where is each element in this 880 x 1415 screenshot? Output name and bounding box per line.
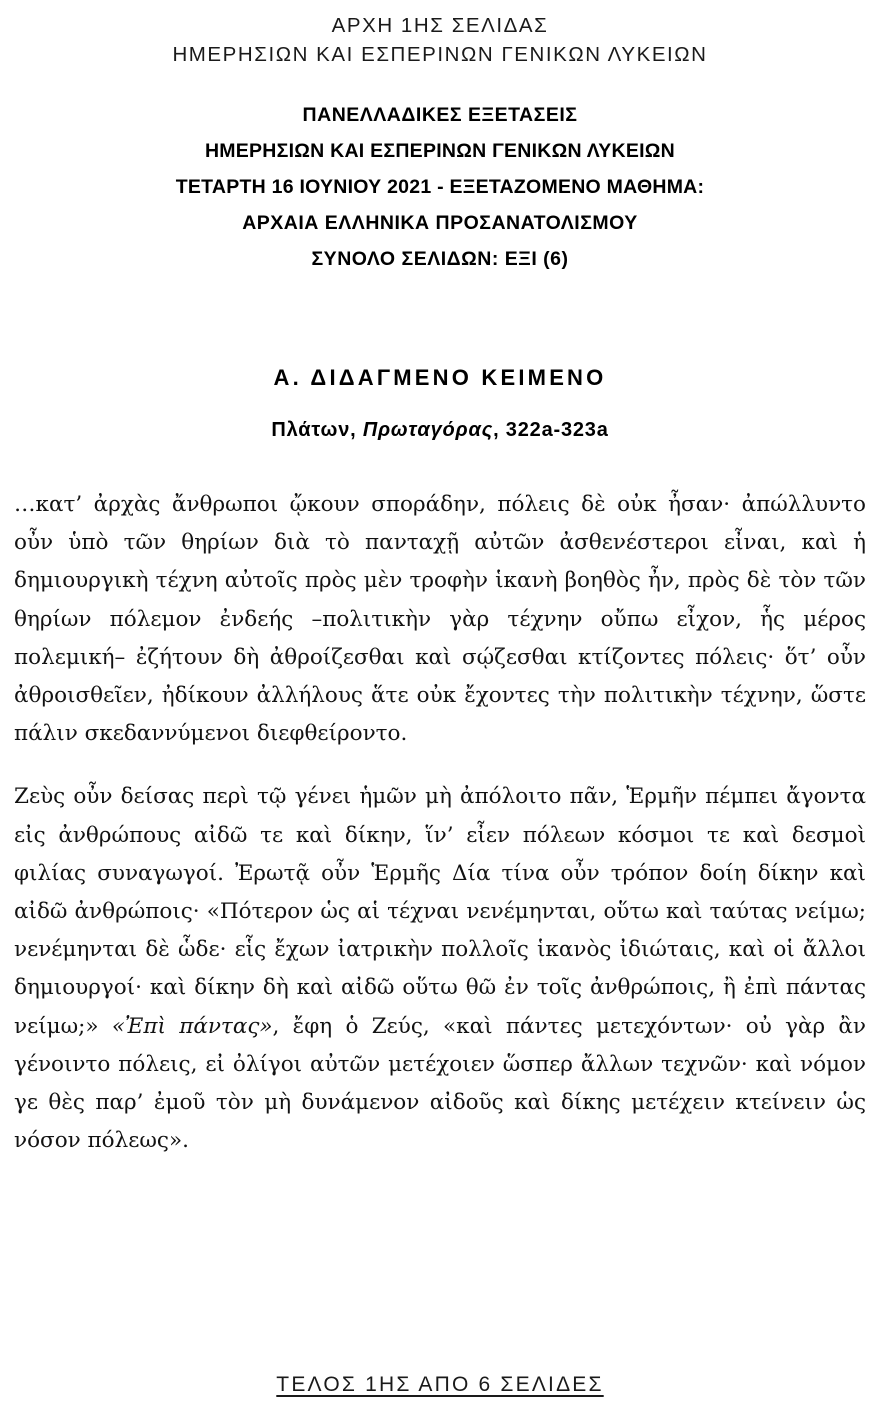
source-author: Πλάτων, (271, 419, 363, 441)
passage-paragraph-1: …κατ’ ἀρχὰς ἄνθρωποι ᾤκουν σποράδην, πόλεις δὲ οὐκ ἦσαν· ἀπώλλυντο οὖν ὑπὸ τῶν θηρίων διὰ τὸ πανταχῇ αὐτῶν ἀσθενέστεροι εἶναι, καὶ ἡ δημιουργικὴ τέχνη αὐτοῖς πρὸς μὲν τροφὴν ἱκανὴ βοηθὸς ἦν, πρὸς δὲ τὸν τῶν θηρίων πόλεμον ἐνδεής –πολιτικὴν γὰρ τέχνην οὔπω εἶχον, ἧς μέρος πολεμική– ἐζήτουν δὴ ἀθροίζεσθαι καὶ σῴζεσθαι κτίζοντες πόλεις· ὅτ’ οὖν ἀθροισθεῖεν, ἠδίκουν ἀλλήλους ἅτε οὐκ ἔχοντες τὴν πολιτικὴν τέχνην, ὥστε πάλιν σκεδαννύμενοι διεφθείροντο. (14, 492, 866, 747)
source-reference: , 322a-323a (493, 419, 609, 441)
exam-title-line-4: ΑΡΧΑΙΑ ΕΛΛΗΝΙΚΑ ΠΡΟΣΑΝΑΤΟΛΙΣΜΟΥ (242, 212, 638, 234)
passage-quote-epi-pantas: «Ἐπὶ πάντας» (111, 1013, 273, 1039)
exam-title-block (0, 97, 880, 277)
running-head (0, 11, 880, 69)
passage-paragraph-2-part-2: , ἔφη ὁ Ζεύς, «καὶ πάντες μετεχόντων· οὐ γὰρ ἂν γένοιντο πόλεις, εἰ ὀλίγοι αὐτῶν μετέχοιεν ὥσπερ ἄλλων τεχνῶν· καὶ νόμον γε θὲς παρ’ ἐμοῦ τὸν μὴ δυνάμενον αἰδοῦς καὶ δίκης μετέχειν κτείνειν ὡς νόσον πόλεως». (14, 1013, 866, 1154)
page-footer (0, 1373, 880, 1397)
running-head-line-2: ΗΜΕΡΗΣΙΩΝ ΚΑΙ ΕΣΠΕΡΙΝΩΝ ΓΕΝΙΚΩΝ ΛΥΚΕΙΩΝ (172, 43, 708, 66)
passage-paragraph-2-part-1: Ζεὺς οὖν δείσας περὶ τῷ γένει ἡμῶν μὴ ἀπόλοιτο πᾶν, Ἑρμῆν πέμπει ἄγοντα εἰς ἀνθρώπους αἰδῶ τε καὶ δίκην, ἵν’ εἶεν πόλεων κόσμοι τε καὶ δεσμοὶ φιλίας συναγωγοί. Ἐρωτᾷ οὖν Ἑρμῆς Δία τίνα οὖν τρόπον δοίη δίκην καὶ αἰδῶ ἀνθρώποις· «Πότερον ὡς αἱ τέχναι νενέμηνται, οὕτω καὶ ταύτας νείμω; νενέμηνται δὲ ὧδε· εἷς ἔχων ἰατρικὴν πολλοῖς ἱκανὸς ἰδιώταις, καὶ οἱ ἄλλοι δημιουργοί· καὶ δίκην δὴ καὶ αἰδῶ οὕτω θῶ ἐν τοῖς ἀνθρώποις, ἢ ἐπὶ πάντας νείμω;» (14, 784, 866, 1039)
source-work-title: Πρωταγόρας (362, 419, 494, 441)
exam-title-line-5: ΣΥΝΟΛΟ ΣΕΛΙΔΩΝ: ΕΞΙ (6) (311, 248, 569, 270)
exam-title-line-1: ΠΑΝΕΛΛΑΔΙΚΕΣ ΕΞΕΤΑΣΕΙΣ (302, 104, 578, 126)
passage-paragraph-2 (14, 778, 866, 1160)
source-citation (0, 419, 880, 442)
running-head-line-1: ΑΡΧΗ 1ΗΣ ΣΕΛΙΔΑΣ (331, 14, 549, 37)
exam-title-line-3: ΤΕΤΑΡΤΗ 16 ΙΟΥΝΙΟΥ 2021 - ΕΞΕΤΑΖΟΜΕΝΟ ΜΑΘΗΜΑ: (175, 176, 705, 198)
exam-title-line-2: ΗΜΕΡΗΣΙΩΝ ΚΑΙ ΕΣΠΕΡΙΝΩΝ ΓΕΝΙΚΩΝ ΛΥΚΕΙΩΝ (204, 140, 676, 162)
passage-body (14, 442, 866, 1160)
section-heading: Α. ΔΙΔΑΓΜΕΝΟ ΚΕΙΜΕΝΟ (273, 365, 607, 390)
footer-label: ΤΕΛΟΣ 1ΗΣ ΑΠΟ 6 ΣΕΛΙΔΕΣ (276, 1373, 604, 1396)
